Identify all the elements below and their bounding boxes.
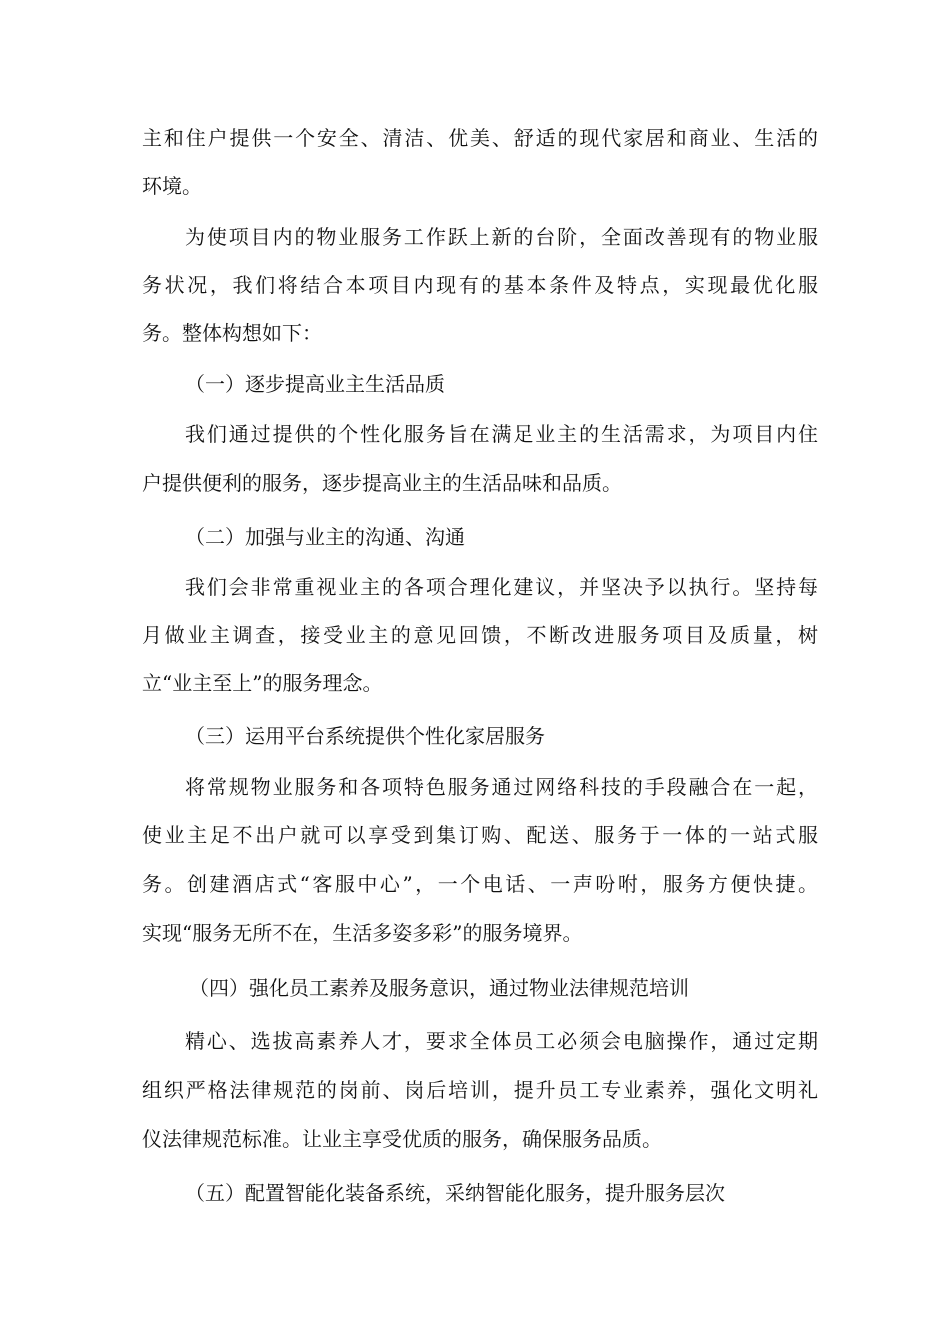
text-line: 精心、选拔高素养人才，要求全体员工必须会电脑操作，通过定期: [185, 1029, 818, 1053]
text-line: 主和住户提供一个安全、清洁、优美、舒适的现代家居和商业、生活的: [142, 126, 818, 150]
text-line: 环境。: [142, 174, 202, 198]
section-heading: （三）运用平台系统提供个性化家居服务: [185, 724, 545, 748]
section-heading: （五）配置智能化装备系统，采纳智能化服务，提升服务层次: [185, 1181, 725, 1205]
text-line: 立“业主至上”的服务理念。: [142, 671, 383, 695]
text-line: 仪法律规范标准。让业主享受优质的服务，确保服务品质。: [142, 1127, 662, 1151]
section-heading: （二）加强与业主的沟通、沟通: [185, 525, 465, 549]
text-line: 务。创建酒店式“客服中心”，一个电话、一声吩咐，服务方便快捷。: [142, 872, 818, 896]
text-line: 我们会非常重视业主的各项合理化建议，并坚决予以执行。坚持每: [185, 575, 818, 599]
text-line: 实现“服务无所不在，生活多姿多彩”的服务境界。: [142, 921, 583, 945]
text-line: 将常规物业服务和各项特色服务通过网络科技的手段融合在一起，: [185, 775, 818, 799]
text-line: 月做业主调查，接受业主的意见回馈，不断改进服务项目及质量，树: [142, 623, 818, 647]
section-heading: （一）逐步提高业主生活品质: [185, 372, 445, 396]
text-line: 务状况，我们将结合本项目内现有的基本条件及特点，实现最优化服: [142, 273, 818, 297]
text-line: 为使项目内的物业服务工作跃上新的台阶，全面改善现有的物业服: [185, 225, 818, 249]
text-line: 我们通过提供的个性化服务旨在满足业主的生活需求，为项目内住: [185, 422, 818, 446]
text-line: 务。整体构想如下：: [142, 321, 322, 345]
text-line: 组织严格法律规范的岗前、岗后培训，提升员工专业素养，强化文明礼: [142, 1078, 818, 1102]
text-line: 户提供便利的服务，逐步提高业主的生活品味和品质。: [142, 471, 622, 495]
section-heading: （四）强化员工素养及服务意识，通过物业法律规范培训: [189, 976, 689, 1000]
text-line: 使业主足不出户就可以享受到集订购、配送、服务于一体的一站式服: [142, 823, 818, 847]
